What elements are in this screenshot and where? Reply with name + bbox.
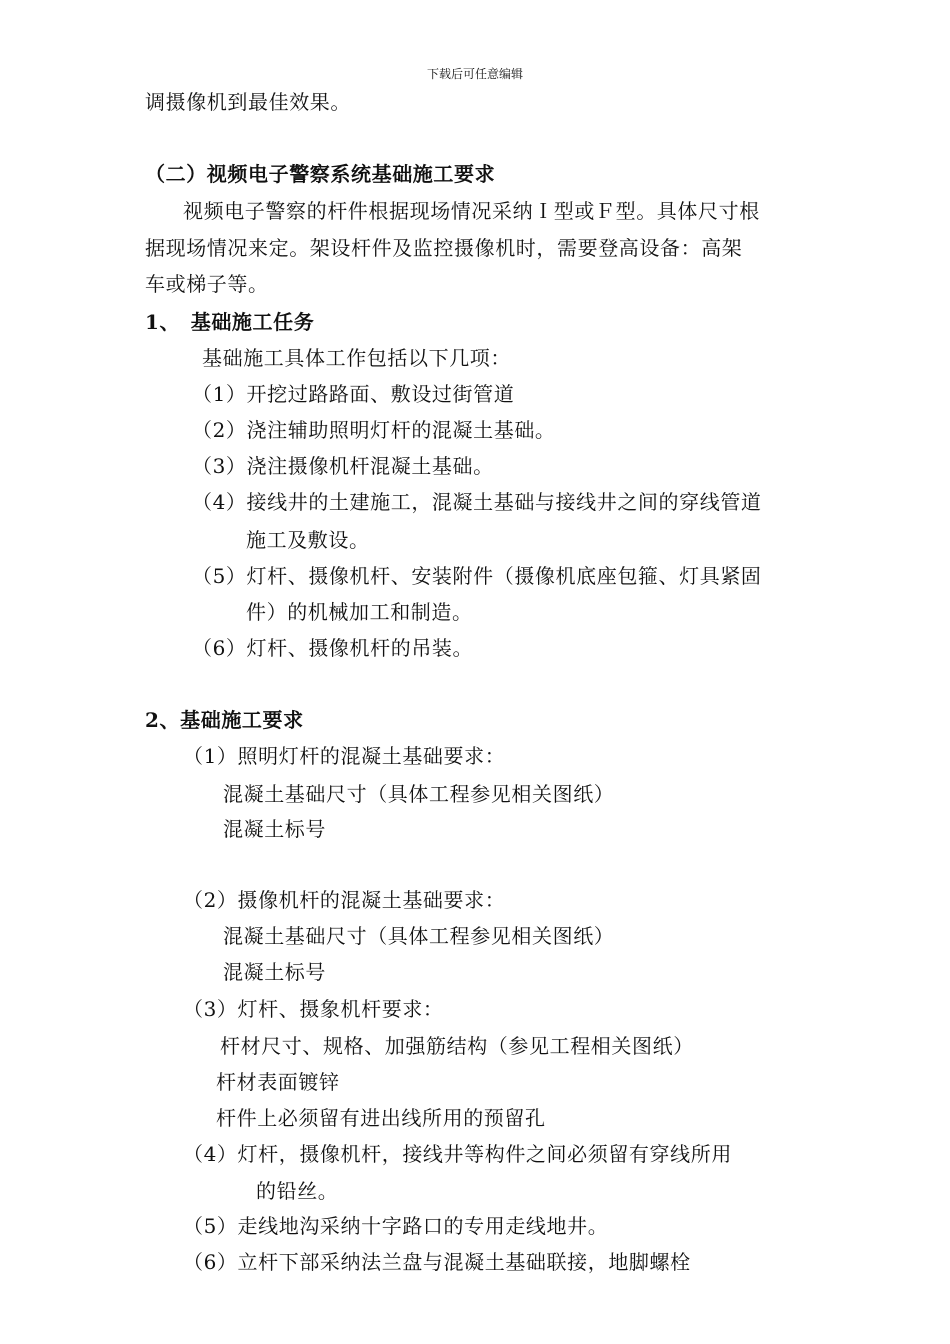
list-item-continuation: 件）的机械加工和制造。 xyxy=(246,600,473,624)
list-item: （3）灯杆、摄象机杆要求： xyxy=(183,997,444,1021)
list-subitem: 混凝土基础尺寸（具体工程参见相关图纸） xyxy=(223,924,615,948)
paragraph-line: 基础施工具体工作包括以下几项： xyxy=(202,346,511,370)
paragraph-line: 车或梯子等。 xyxy=(145,272,269,296)
list-item: （1）照明灯杆的混凝土基础要求： xyxy=(183,744,506,768)
list-item: （6）立杆下部采纳法兰盘与混凝土基础联接，地脚螺栓 xyxy=(183,1250,691,1274)
section-heading: （二）视频电子警察系统基础施工要求 xyxy=(145,162,496,186)
list-item: （2）浇注辅助照明灯杆的混凝土基础。 xyxy=(192,418,556,442)
list-subitem: 混凝土标号 xyxy=(223,817,326,841)
paragraph-line: 调摄像机到最佳效果。 xyxy=(145,90,351,114)
subsection-heading: 1、 基础施工任务 xyxy=(145,310,315,334)
list-subitem: 混凝土基础尺寸（具体工程参见相关图纸） xyxy=(223,782,615,806)
page-header: 下载后可任意编辑 xyxy=(426,67,523,81)
list-item: （5）走线地沟采纳十字路口的专用走线地井。 xyxy=(183,1214,609,1238)
list-item: （1）开挖过路路面、敷设过街管道 xyxy=(192,382,515,406)
list-item-continuation: 施工及敷设。 xyxy=(246,528,370,552)
list-item: （3）浇注摄像机杆混凝土基础。 xyxy=(192,454,494,478)
list-item: （4）灯杆，摄像机杆，接线井等构件之间必须留有穿线所用 xyxy=(183,1142,732,1166)
subsection-heading: 2、基础施工要求 xyxy=(145,708,304,732)
list-item: （5）灯杆、摄像机杆、安装附件（摄像机底座包箍、灯具紧固 xyxy=(192,564,762,588)
list-subitem: 混凝土标号 xyxy=(223,960,326,984)
list-subitem: 杆件上必须留有进出线所用的预留孔 xyxy=(216,1106,546,1130)
list-item-continuation: 的铅丝。 xyxy=(256,1179,339,1203)
list-item: （6）灯杆、摄像机杆的吊装。 xyxy=(192,636,474,660)
paragraph-line: 据现场情况来定。架设杆件及监控摄像机时，需要登高设备：高架 xyxy=(145,236,743,260)
list-subitem: 杆材表面镀锌 xyxy=(216,1070,340,1094)
list-subitem: 杆材尺寸、规格、加强筋结构（参见工程相关图纸） xyxy=(220,1034,694,1058)
paragraph-line: 视频电子警察的杆件根据现场情况采纳Ｉ型或Ｆ型。具体尺寸根 xyxy=(183,199,760,223)
list-item: （2）摄像机杆的混凝土基础要求： xyxy=(183,888,506,912)
list-item: （4）接线井的土建施工，混凝土基础与接线井之间的穿线管道 xyxy=(192,490,762,514)
